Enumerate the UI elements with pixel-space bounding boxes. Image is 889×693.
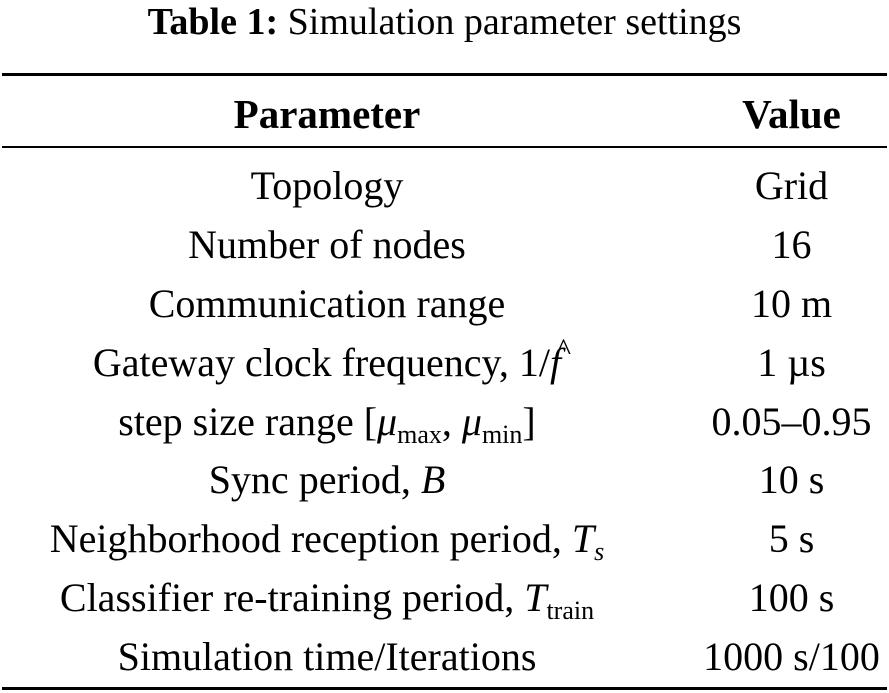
- param-cell: [0, 330, 654, 392]
- hat-accent: ^: [556, 330, 572, 367]
- subscript-min: min: [481, 419, 523, 449]
- param-text: Classifier re-training period,: [59, 575, 525, 621]
- table-body: [0, 157, 889, 687]
- param-text: Neighborhood reception period,: [49, 516, 572, 562]
- table-row: [0, 157, 889, 216]
- table-row: [0, 569, 889, 628]
- param-text: Sync period,: [208, 457, 421, 503]
- table-caption: [0, 0, 889, 50]
- value-cell: 16: [771, 221, 812, 267]
- table-row: [0, 216, 889, 275]
- caption-text: Simulation parameter settings: [287, 1, 742, 43]
- header-parameter: Parameter: [233, 91, 421, 137]
- close-bracket: ]: [522, 398, 536, 444]
- table-header: [0, 86, 889, 142]
- param-text: step size range [: [118, 398, 378, 444]
- value-cell: 1000 s/100: [703, 634, 880, 680]
- table-row: [0, 628, 889, 687]
- value-cell: 0.05–0.95: [711, 398, 872, 444]
- value-cell: 10 m: [750, 280, 833, 326]
- symbol-mu: μ: [377, 398, 398, 444]
- header-value: Value: [742, 91, 841, 137]
- param-cell: Simulation time/Iterations: [117, 634, 537, 680]
- symbol-f: f: [550, 339, 562, 385]
- param-cell: [0, 451, 654, 509]
- separator: ,: [441, 398, 462, 444]
- subscript-s: s: [594, 537, 605, 567]
- param-text: Gateway clock frequency, 1/: [92, 339, 551, 385]
- table-row: [0, 393, 889, 452]
- param-cell: Communication range: [148, 280, 506, 326]
- param-cell: Topology: [250, 163, 404, 208]
- bottom-rule: [2, 687, 887, 690]
- symbol-t: T: [524, 575, 547, 621]
- value-cell: 100 s: [748, 575, 835, 621]
- symbol-mu: μ: [461, 398, 482, 444]
- top-rule: [2, 73, 887, 76]
- symbol-b: B: [420, 457, 446, 503]
- table-row: [0, 451, 889, 510]
- header-rule: [2, 146, 887, 148]
- subscript-train: train: [546, 596, 595, 626]
- table-row: [0, 510, 889, 569]
- value-cell: 1 µs: [757, 339, 826, 385]
- symbol-t: T: [571, 516, 595, 562]
- value-cell: Grid: [754, 163, 829, 208]
- f-hat-symbol: [550, 330, 572, 392]
- table-row: [0, 275, 889, 334]
- caption-label: Table 1:: [147, 1, 279, 43]
- value-cell: 10 s: [758, 457, 825, 503]
- table-row: [0, 330, 889, 393]
- subscript-max: max: [397, 419, 442, 449]
- param-cell: Number of nodes: [188, 221, 466, 267]
- value-cell: 5 s: [768, 516, 815, 562]
